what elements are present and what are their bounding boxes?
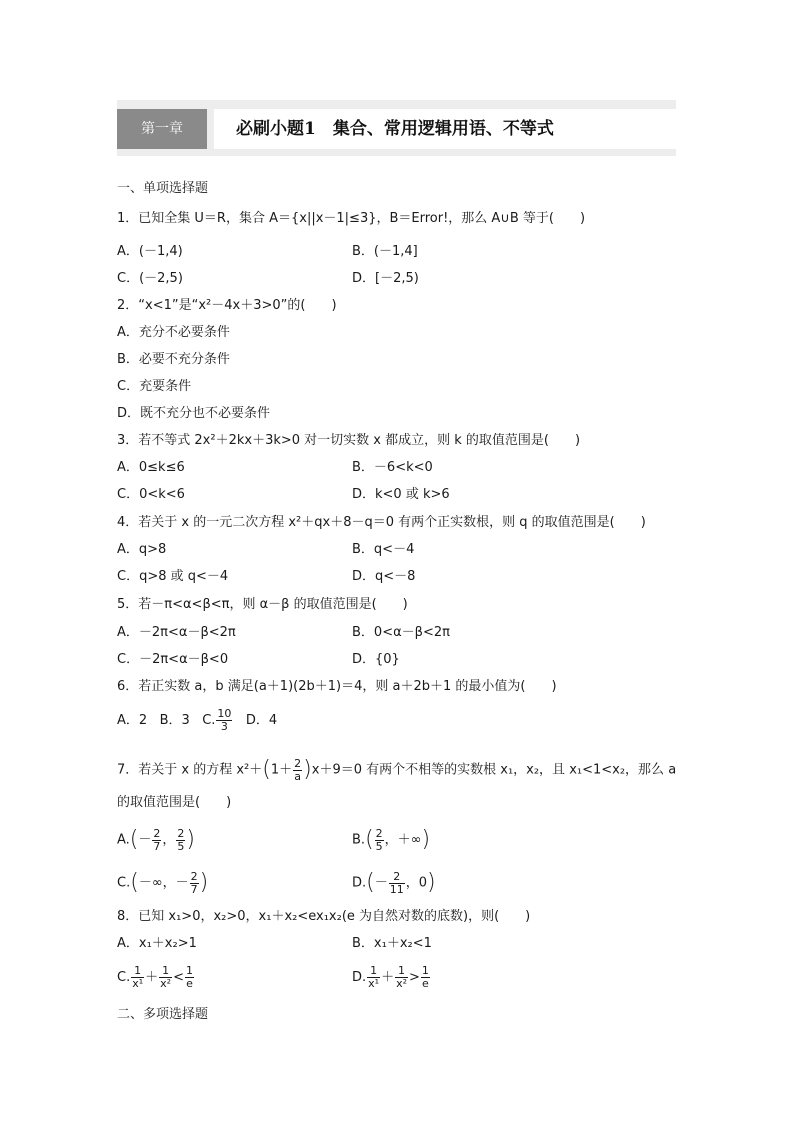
question-4-option-c: C．q>8 或 q<－4: [117, 569, 229, 584]
question-2-option-c: C．充要条件: [117, 379, 192, 394]
question-1-option-d: D．[－2,5): [352, 271, 419, 286]
chapter-tab: 第一章: [117, 109, 207, 149]
question-6-option-b: B．3: [159, 713, 190, 728]
question-7-option-d: D.(－ $\frac{2}{11}$ ，0): [352, 869, 436, 896]
question-2-option-b: B．必要不充分条件: [117, 352, 230, 367]
question-7-option-c: C.(－∞，－ $\frac{2}{7}$ ): [117, 869, 209, 896]
question-2-option-d: D．既不充分也不必要条件: [117, 406, 271, 421]
question-8-option-c: C. $\frac{1}{\text{x¹}}$ ＋ $\frac{1}{\text{x²}}$ < $\frac{1}{e}$: [117, 964, 193, 990]
question-4-option-a: A．q>8: [117, 542, 167, 557]
question-6-option-c-fraction: $\frac{10}{3}$: [217, 707, 232, 733]
question-3-option-b: B．－6<k<0: [352, 460, 433, 475]
question-1-option-a: A．(－1,4): [117, 244, 183, 259]
question-4-option-b: B．q<－4: [352, 542, 415, 557]
question-8-option-a: A．x₁＋x₂>1: [117, 936, 197, 951]
question-3-option-a: A．0≤k≤6: [117, 460, 185, 475]
question-5-option-c: C．－2π<α－β<0: [117, 652, 229, 667]
question-7-fraction: $\frac{2}{a}$: [294, 756, 302, 783]
question-6-option-d: D．4: [245, 713, 278, 728]
question-5-option-b: B．0<α－β<2π: [352, 625, 450, 640]
question-6-stem: 6．若正实数 a，b 满足(a＋1)(2b＋1)＝4，则 a＋2b＋1 的最小值为( ): [117, 679, 557, 694]
question-4-stem: 4．若关于 x 的一元二次方程 x²＋qx＋8－q＝0 有两个正实数根，则 q 的取值范围是( ): [117, 515, 646, 530]
section-single-choice: 一、单项选择题: [117, 181, 209, 196]
question-8-option-b: B．x₁＋x₂<1: [352, 936, 432, 951]
question-4-option-d: D．q<－8: [352, 569, 416, 584]
question-2-option-a: A．充分不必要条件: [117, 325, 230, 340]
question-6-option-a: A．2: [117, 713, 148, 728]
question-3-option-c: C．0<k<6: [117, 487, 185, 502]
question-5-stem: 5．若－π<α<β<π，则 α－β 的取值范围是( ): [117, 597, 408, 612]
question-6-options: [117, 706, 277, 736]
question-5-option-a: A．－2π<α－β<2π: [117, 625, 236, 640]
question-7-option-a: A.(－ $\frac{2}{7}$ ， $\frac{2}{5}$ ): [117, 826, 196, 853]
page-title: 必刷小题1 集合、常用逻辑用语、不等式: [236, 119, 554, 139]
question-3-option-d: D．k<0 或 k>6: [352, 487, 450, 502]
question-5-option-d: D．{0}: [352, 652, 400, 667]
question-7-stem-line2: 的取值范围是( ): [117, 795, 232, 810]
question-7-option-b: B.( $\frac{2}{5}$ ，＋∞): [352, 826, 431, 853]
question-8-stem: 8．已知 x₁>0，x₂>0，x₁＋x₂<ex₁x₂(e 为自然对数的底数)，则( ): [117, 909, 531, 924]
question-1-stem: 1．已知全集 U＝R，集合 A＝{x||x－1|≤3}，B＝Error!，那么 A∪B 等于( ): [117, 211, 586, 226]
question-3-stem: 3．若不等式 2x²＋2kx＋3k>0 对一切实数 x 都成立，则 k 的取值范围是( ): [117, 433, 581, 448]
question-2-stem: 2．“x<1”是“x²－4x＋3>0”的( ): [117, 298, 337, 313]
question-7-stem-line1: 7．若关于 x 的方程 x²＋(1＋ $\frac{2}{a}$ )x＋9＝0 有两个不相等的实数根 x₁，x₂，且 x₁<1<x₂，那么 a: [117, 756, 677, 783]
section-multi-choice: 二、多项选择题: [117, 1007, 209, 1022]
question-1-option-b: B．(－1,4]: [352, 244, 418, 259]
question-1-option-c: C．(－2,5): [117, 271, 183, 286]
question-6-option-c-label: C.: [202, 713, 216, 728]
question-8-option-d: D. $\frac{1}{\text{x¹}}$ ＋ $\frac{1}{\text{x²}}$ > $\frac{1}{e}$: [352, 964, 429, 990]
